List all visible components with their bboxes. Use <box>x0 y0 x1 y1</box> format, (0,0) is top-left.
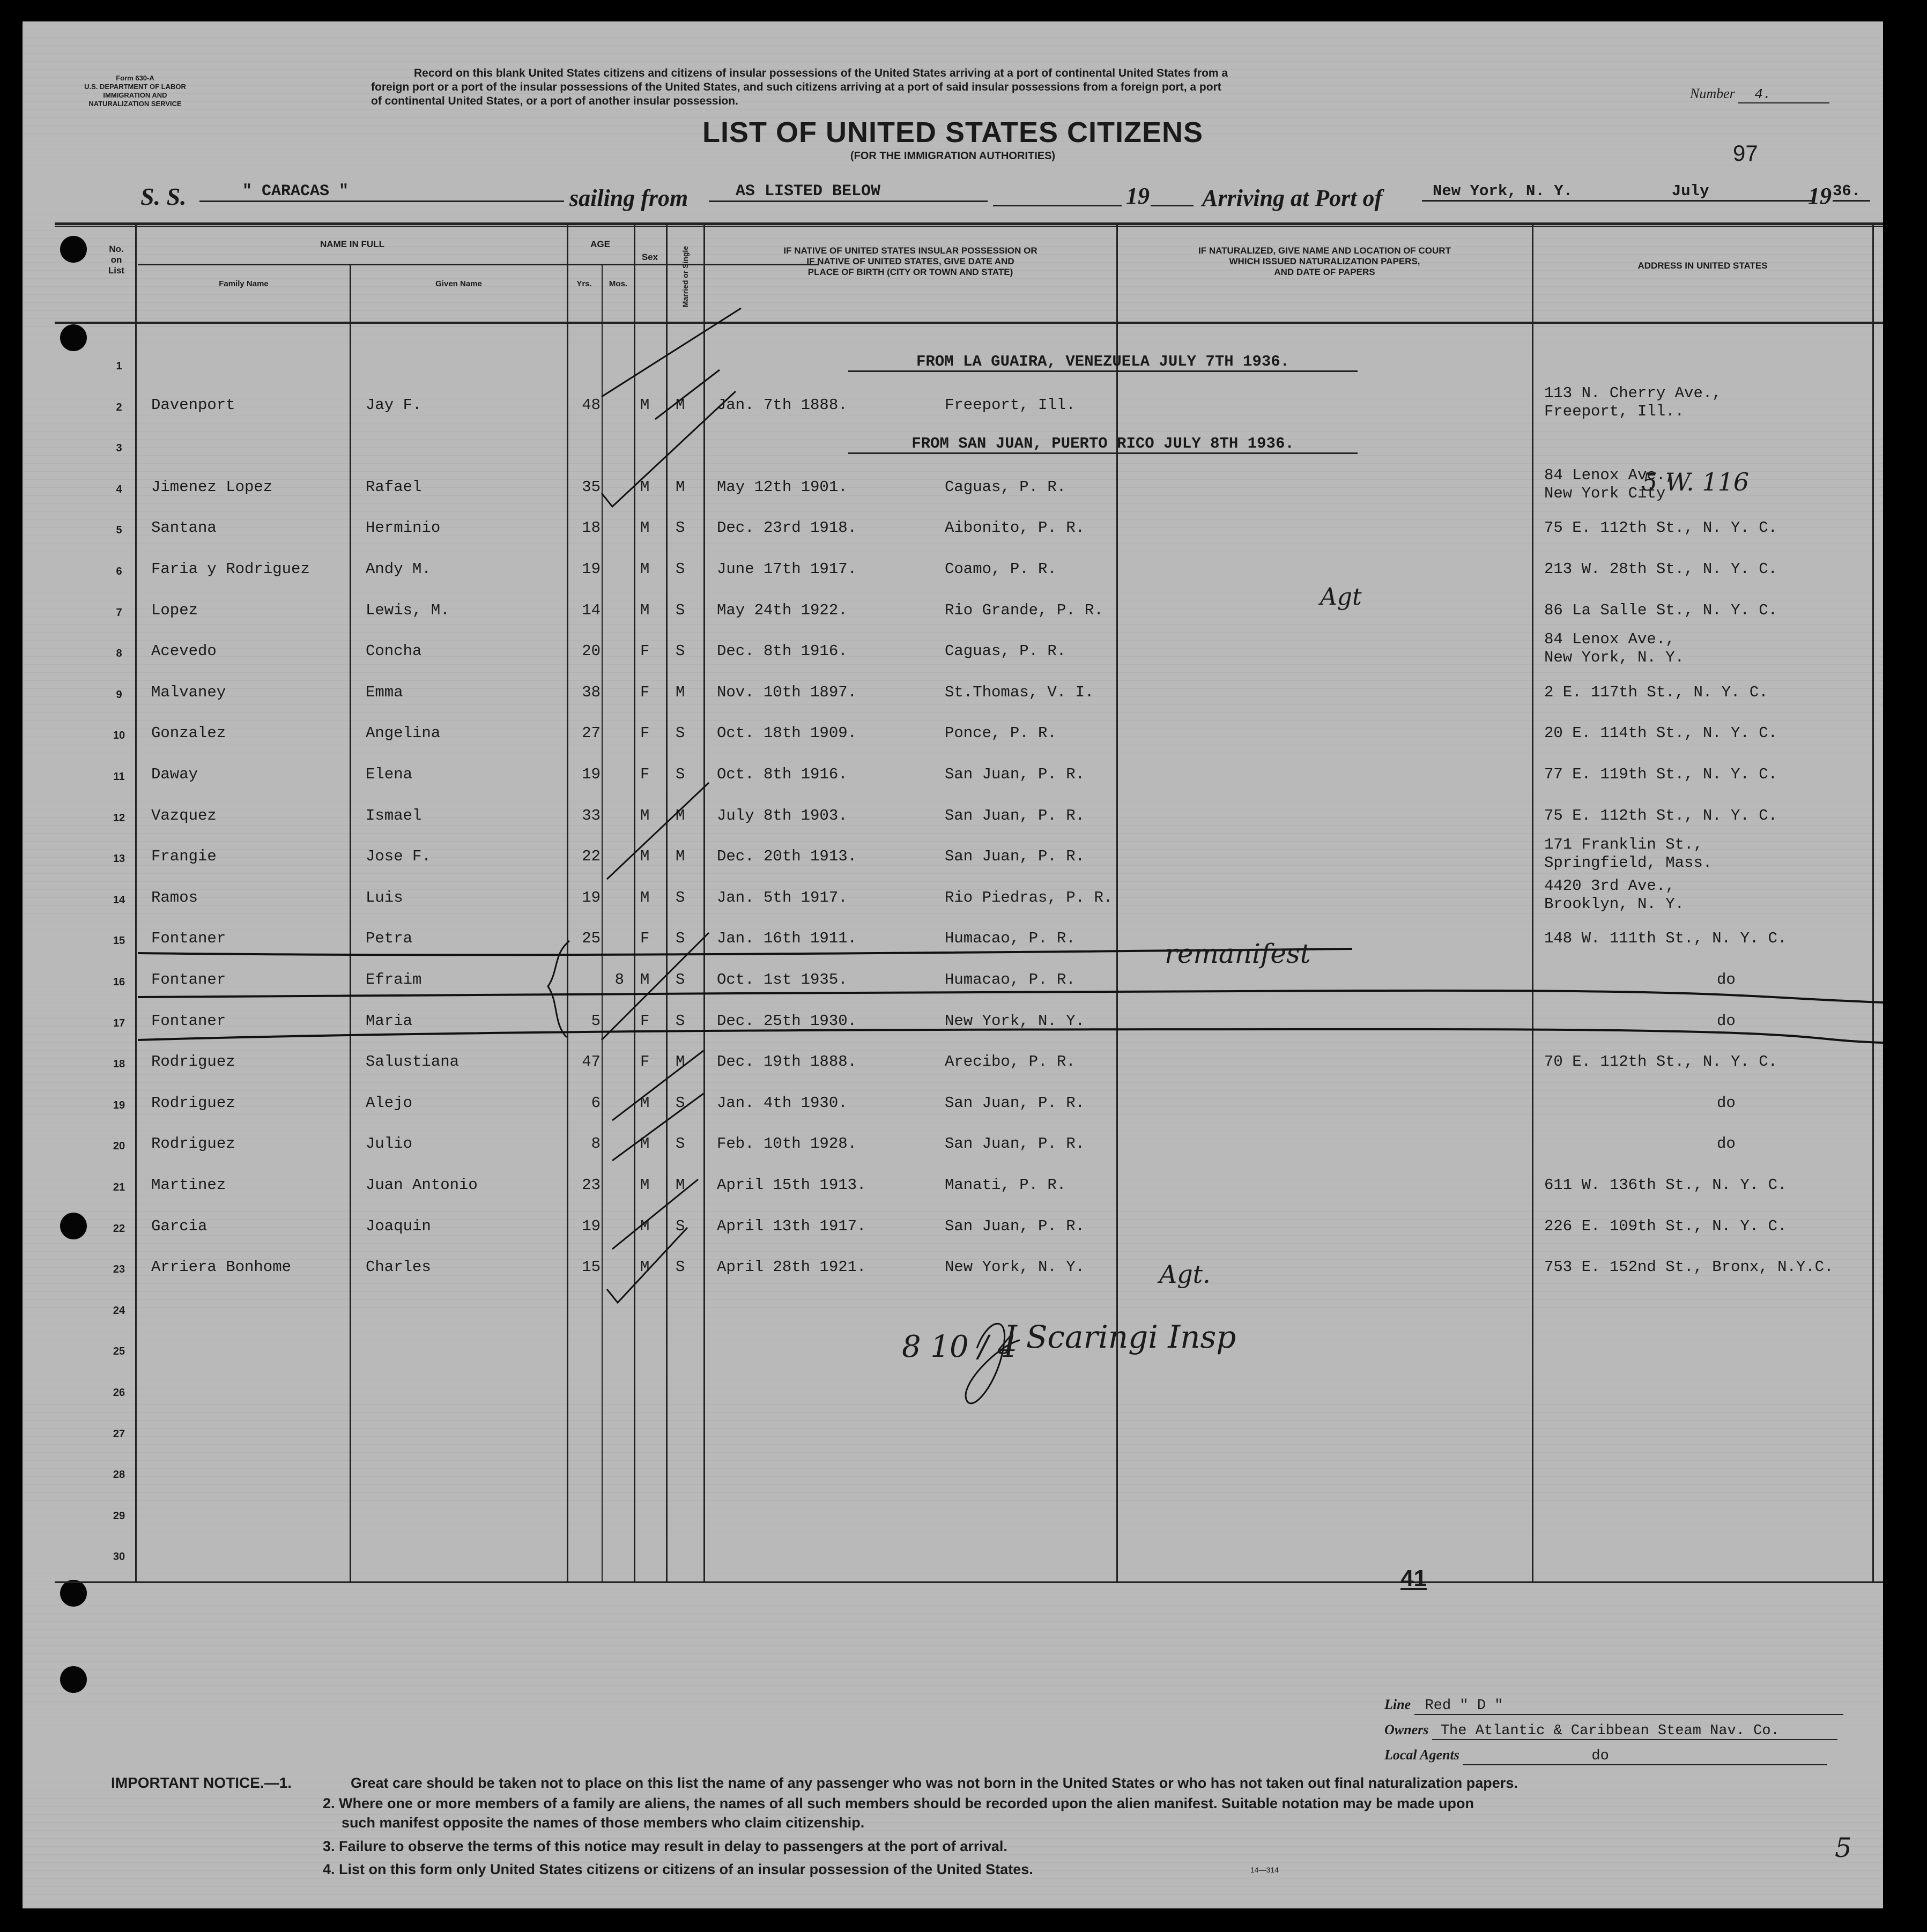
address-cell: 4420 3rd Ave., <box>1544 876 1675 895</box>
birth-date-cell: April 13th 1917. <box>717 1217 866 1235</box>
line-value: Red " D " <box>1414 1698 1843 1715</box>
marital-status-cell: S <box>676 601 685 619</box>
sex-cell: M <box>640 806 650 824</box>
ship-name: " CARACAS " <box>199 182 564 202</box>
birth-place-cell: Ponce, P. R. <box>945 724 1057 742</box>
given-name-cell: Angelina <box>366 724 441 742</box>
check-stroke <box>602 308 741 397</box>
col-header-age: AGE <box>590 239 610 249</box>
birth-date-cell: Dec. 20th 1913. <box>717 848 857 866</box>
address-cell: 753 E. 152nd St., Bronx, N.Y.C. <box>1544 1258 1834 1276</box>
marital-status-cell: M <box>676 683 685 701</box>
birth-place-cell: San Juan, P. R. <box>945 1217 1085 1235</box>
check-stroke <box>602 933 709 1040</box>
instruction-line-2: foreign port or a port of the insular possessions of the United States, and such citizens arriving at a port of said insular possessions from a foreign port, a port <box>371 81 1221 93</box>
given-name-cell: Emma <box>366 683 403 701</box>
inspector-signature: J Scaringi Insp <box>1004 1319 1236 1355</box>
birth-date-cell: April 15th 1913. <box>717 1176 866 1194</box>
handwritten-agt-note: Agt <box>1320 583 1362 611</box>
col-header-nat-3: AND DATE OF PAPERS <box>1274 267 1375 277</box>
sex-cell: M <box>640 848 650 866</box>
col-header-marital-text: Married or Single <box>681 246 690 308</box>
birth-date-cell: June 17th 1917. <box>717 560 857 578</box>
family-name-cell: Fontaner <box>151 1012 226 1030</box>
check-stroke <box>607 1228 687 1303</box>
birth-date-cell: Jan. 5th 1917. <box>717 888 848 906</box>
address-cell: do <box>1717 1135 1736 1153</box>
address-cell: do <box>1717 971 1736 989</box>
sex-cell: F <box>640 766 650 783</box>
col-header-no-3: List <box>108 265 125 276</box>
row-number: 4 <box>116 483 122 495</box>
row-number: 26 <box>113 1387 125 1399</box>
family-name-cell: Malvaney <box>151 683 226 701</box>
page-subtitle: (FOR THE IMMIGRATION AUTHORITIES) <box>850 150 1056 162</box>
birth-place-cell: Manati, P. R. <box>945 1176 1066 1194</box>
col-header-address: ADDRESS IN UNITED STATES <box>1637 261 1768 271</box>
row-number: 19 <box>113 1099 125 1111</box>
sex-cell: M <box>640 971 650 989</box>
col-header-birth-3: PLACE OF BIRTH (CITY OR TOWN AND STATE) <box>807 267 1013 277</box>
age-years-cell: 35 <box>582 478 601 496</box>
footer-line <box>1384 1697 1843 1715</box>
row-number: 25 <box>113 1346 125 1358</box>
age-years-cell: 8 <box>591 1135 601 1153</box>
marital-status-cell: S <box>676 888 685 906</box>
col-header-birth-2: IF NATIVE OF UNITED STATES, GIVE DATE AND <box>806 256 1014 266</box>
marital-status-cell: S <box>676 560 685 578</box>
marital-status-cell: M <box>676 848 685 866</box>
address-cell: 84 Lenox Ave., <box>1544 630 1675 649</box>
notice-item-2a: 2. Where one or more members of a family are aliens, the names of all such members should be recorded upon the alien manifest. Suitable notation may be made upon <box>323 1795 1474 1811</box>
given-name-cell: Jay F. <box>366 396 422 414</box>
row-number: 30 <box>113 1551 125 1563</box>
sex-cell: M <box>640 478 650 496</box>
agents-label: Local Agents <box>1384 1747 1459 1763</box>
row-number: 5 <box>116 524 122 537</box>
birth-place-cell: San Juan, P. R. <box>945 806 1085 824</box>
birth-date-cell: May 24th 1922. <box>717 601 848 619</box>
birth-place-cell: Freeport, Ill. <box>945 396 1076 414</box>
address-cell: New York, N. Y. <box>1544 649 1685 667</box>
age-years-cell: 25 <box>582 930 601 948</box>
sex-cell: M <box>640 560 650 578</box>
marital-status-cell: S <box>676 1258 685 1276</box>
col-header-name: NAME IN FULL <box>320 239 384 249</box>
col-header-family: Family Name <box>219 279 269 288</box>
row-number: 29 <box>113 1510 125 1522</box>
family-name-cell: Acevedo <box>151 642 217 660</box>
age-years-cell: 47 <box>582 1053 601 1071</box>
sex-cell: F <box>640 683 650 701</box>
row-number: 28 <box>113 1469 125 1481</box>
col-header-nat-2: WHICH ISSUED NATURALIZATION PAPERS, <box>1229 256 1420 266</box>
marital-status-cell: M <box>676 1053 685 1071</box>
year-prefix-1: 19 <box>1126 183 1150 209</box>
age-years-cell: 23 <box>582 1176 601 1194</box>
birth-date-cell: Oct. 8th 1916. <box>717 766 848 783</box>
footer-agents <box>1384 1747 1827 1765</box>
age-years-cell: 20 <box>582 642 601 660</box>
marital-status-cell: S <box>676 724 685 742</box>
row-number: 17 <box>113 1017 125 1029</box>
address-cell: 213 W. 28th St., N. Y. C. <box>1544 560 1778 578</box>
birth-date-cell: July 8th 1903. <box>717 806 848 824</box>
row-number: 8 <box>116 648 122 660</box>
row-number: 16 <box>113 976 125 988</box>
marital-status-cell: S <box>676 519 685 537</box>
handwritten-remanifest: remanifest <box>1165 938 1311 969</box>
service-label-1: IMMIGRATION AND <box>103 91 167 99</box>
address-cell: 86 La Salle St., N. Y. C. <box>1544 601 1778 619</box>
manifest-page <box>23 21 1883 1908</box>
col-header-no-1: No. <box>109 244 124 254</box>
bottom-page-number: 41 <box>1400 1565 1427 1592</box>
given-name-cell: Rafael <box>366 478 422 496</box>
birth-date-cell: Jan. 16th 1911. <box>717 930 857 948</box>
birth-place-cell: New York, N. Y. <box>945 1258 1085 1276</box>
family-name-cell: Arriera Bonhome <box>151 1258 292 1276</box>
check-stroke <box>655 370 720 419</box>
col-header-yrs: Yrs. <box>576 279 592 288</box>
age-years-cell: 19 <box>582 560 601 578</box>
family-name-cell: Lopez <box>151 601 198 619</box>
birth-date-cell: Dec. 19th 1888. <box>717 1053 857 1071</box>
birth-place-cell: San Juan, P. R. <box>945 1135 1085 1153</box>
marital-status-cell: M <box>676 806 685 824</box>
corner-number: 5 <box>1835 1832 1852 1863</box>
marital-status-cell: M <box>676 396 685 414</box>
birth-place-cell: Rio Grande, P. R. <box>945 601 1103 619</box>
birth-place-cell: Coamo, P. R. <box>945 560 1057 578</box>
family-name-cell: Garcia <box>151 1217 207 1235</box>
footer-owners <box>1384 1722 1837 1740</box>
notice-item-2b: such manifest opposite the names of those members who claim citizenship. <box>342 1815 865 1831</box>
given-name-cell: Andy M. <box>366 560 431 578</box>
family-name-cell: Rodriguez <box>151 1135 235 1153</box>
given-name-cell: Alejo <box>366 1094 413 1112</box>
form-number: Form 630-A <box>116 74 154 82</box>
marital-status-cell: S <box>676 1217 685 1235</box>
age-years-cell: 19 <box>582 888 601 906</box>
col-header-given: Given Name <box>435 279 482 288</box>
birth-date-cell: Oct. 1st 1935. <box>717 971 848 989</box>
row-number: 6 <box>116 566 122 577</box>
row-number: 2 <box>116 401 122 413</box>
sex-cell: M <box>640 888 650 906</box>
handwritten-agt-note-2: Agt. <box>1159 1260 1211 1289</box>
arrival-month: July <box>1671 182 1709 200</box>
number-value: 4. <box>1738 86 1829 103</box>
sailing-from-value: AS LISTED BELOW <box>709 182 988 202</box>
col-header-nat-1: IF NATURALIZED, GIVE NAME AND LOCATION OF COURT <box>1198 246 1451 256</box>
birth-date-cell: Dec. 23rd 1918. <box>717 519 857 537</box>
address-cell: 113 N. Cherry Ave., <box>1544 384 1722 402</box>
marital-status-cell: S <box>676 642 685 660</box>
birth-place-cell: Humacao, P. R. <box>945 971 1076 989</box>
age-years-cell: 33 <box>582 806 601 824</box>
birth-date-cell: May 12th 1901. <box>717 478 848 496</box>
number-label: Number <box>1690 86 1735 101</box>
page-title: LIST OF UNITED STATES CITIZENS <box>702 116 1203 148</box>
sex-cell: M <box>640 1217 650 1235</box>
notice-item-3: 3. Failure to observe the terms of this notice may result in delay to passengers at the port of arrival. <box>323 1838 1007 1854</box>
check-marks <box>602 308 741 1303</box>
birth-date-cell: Jan. 4th 1930. <box>717 1094 848 1112</box>
sex-cell: M <box>640 396 650 414</box>
address-cell: 148 W. 111th St., N. Y. C. <box>1544 930 1787 948</box>
age-months-cell: 8 <box>614 971 624 989</box>
sailing-from-label: sailing from <box>569 185 688 211</box>
arrival-port: New York, N. Y. <box>1433 182 1573 200</box>
marital-status-cell: S <box>676 971 685 989</box>
family-name-cell: Rodriguez <box>151 1094 235 1112</box>
given-name-cell: Julio <box>366 1135 413 1153</box>
address-cell: 2 E. 117th St., N. Y. C. <box>1544 683 1768 701</box>
sex-cell: F <box>640 1053 650 1071</box>
given-name-cell: Juan Antonio <box>366 1176 478 1194</box>
given-name-cell: Efraim <box>366 971 422 989</box>
birth-place-cell: Humacao, P. R. <box>945 930 1076 948</box>
family-name-cell: Daway <box>151 766 198 783</box>
arriving-label: Arriving at Port of <box>1202 185 1383 211</box>
section-header: FROM LA GUAIRA, VENEZUELA JULY 7TH 1936. <box>848 353 1358 372</box>
marital-status-cell: M <box>676 478 685 496</box>
age-years-cell: 48 <box>582 396 601 414</box>
family-name-cell: Davenport <box>151 396 235 414</box>
marital-status-cell: M <box>676 1176 685 1194</box>
given-name-cell: Elena <box>366 766 413 783</box>
birth-date-cell: April 28th 1921. <box>717 1258 866 1276</box>
address-cell: Springfield, Mass. <box>1544 854 1713 872</box>
address-cell: 171 Franklin St., <box>1544 836 1703 854</box>
birth-place-cell: San Juan, P. R. <box>945 848 1085 866</box>
address-cell: 226 E. 109th St., N. Y. C. <box>1544 1217 1787 1235</box>
birth-date-cell: Dec. 8th 1916. <box>717 642 848 660</box>
line-label: Line <box>1384 1697 1411 1712</box>
notice-item-4: 4. List on this form only United States citizens or citizens of an insular possession of the United States. <box>323 1861 1033 1877</box>
department-label: U.S. DEPARTMENT OF LABOR <box>84 83 186 91</box>
sex-cell: F <box>640 724 650 742</box>
age-years-cell: 15 <box>582 1258 601 1276</box>
family-name-cell: Ramos <box>151 888 198 906</box>
form-code: 14—314 <box>1250 1866 1279 1874</box>
family-name-cell: Jimenez Lopez <box>151 478 273 496</box>
service-label-2: NATURALIZATION SERVICE <box>88 100 182 108</box>
sex-cell: M <box>640 1135 650 1153</box>
birth-date-cell: Jan. 7th 1888. <box>717 396 848 414</box>
marital-status-cell: S <box>676 1012 685 1030</box>
sex-cell: M <box>640 519 650 537</box>
sex-cell: F <box>640 930 650 948</box>
family-name-cell: Fontaner <box>151 971 226 989</box>
year-prefix-2: 19 <box>1808 183 1832 209</box>
address-cell: New York City <box>1544 484 1666 502</box>
row-number: 10 <box>113 730 125 742</box>
row-number: 15 <box>113 935 125 947</box>
given-name-cell: Charles <box>366 1258 431 1276</box>
marital-status-cell: S <box>676 1135 685 1153</box>
row-number: 18 <box>113 1058 125 1071</box>
row-number: 27 <box>113 1428 125 1440</box>
handwritten-initials: 8 10 / 4 <box>902 1329 1017 1364</box>
age-years-cell: 22 <box>582 848 601 866</box>
age-years-cell: 19 <box>582 1217 601 1235</box>
given-name-cell: Salustiana <box>366 1053 459 1071</box>
address-cell: do <box>1717 1012 1736 1030</box>
arrival-year: 36. <box>1833 182 1870 202</box>
sex-cell: M <box>640 1176 650 1194</box>
notice-title: IMPORTANT NOTICE.—1. <box>111 1774 292 1791</box>
family-name-cell: Fontaner <box>151 930 226 948</box>
given-name-cell: Joaquin <box>366 1217 431 1235</box>
age-years-cell: 19 <box>582 766 601 783</box>
page-number: 97 <box>1733 140 1758 166</box>
given-name-cell: Maria <box>366 1012 413 1030</box>
owners-label: Owners <box>1384 1722 1429 1737</box>
marital-status-cell: S <box>676 1094 685 1112</box>
row-number: 22 <box>113 1222 125 1235</box>
address-cell: 20 E. 114th St., N. Y. C. <box>1544 724 1778 742</box>
birth-place-cell: New York, N. Y. <box>945 1012 1085 1030</box>
check-stroke <box>612 1051 703 1120</box>
col-header-no-2: on <box>110 255 122 265</box>
birth-date-cell: Oct. 18th 1909. <box>717 724 857 742</box>
instruction-line-1: Record on this blank United States citizens and citizens of insular possessions of the United States arriving at a port of continental United States from a <box>414 67 1228 79</box>
age-years-cell: 14 <box>582 601 601 619</box>
address-cell: do <box>1717 1094 1736 1112</box>
check-stroke <box>612 1094 703 1161</box>
address-cell: 70 E. 112th St., N. Y. C. <box>1544 1053 1778 1071</box>
row-number: 23 <box>113 1264 125 1276</box>
sex-cell: M <box>640 601 650 619</box>
sex-cell: F <box>640 642 650 660</box>
sex-cell: M <box>640 1258 650 1276</box>
birth-place-cell: Caguas, P. R. <box>945 478 1066 496</box>
row-number: 14 <box>113 894 125 906</box>
family-name-cell: Santana <box>151 519 217 537</box>
birth-place-cell: St.Thomas, V. I. <box>945 683 1094 701</box>
birth-place-cell: Arecibo, P. R. <box>945 1053 1076 1071</box>
agents-value: do <box>1463 1748 1827 1765</box>
col-header-birth-1: IF NATIVE OF UNITED STATES INSULAR POSSESSION OR <box>783 246 1037 256</box>
given-name-cell: Concha <box>366 642 422 660</box>
row-number: 7 <box>116 606 122 619</box>
col-header-mos: Mos. <box>609 279 628 288</box>
given-name-cell: Jose F. <box>366 848 431 866</box>
instruction-line-3: of continental United States, or a port of another insular possession. <box>371 95 738 107</box>
family-name-cell: Frangie <box>151 848 217 866</box>
birth-date-cell: Dec. 25th 1930. <box>717 1012 857 1030</box>
sex-cell: M <box>640 1094 650 1112</box>
check-stroke <box>607 783 709 879</box>
row-number: 13 <box>113 853 125 865</box>
given-name-cell: Lewis, M. <box>366 601 450 619</box>
age-years-cell: 6 <box>591 1094 601 1112</box>
birth-place-cell: Rio Piedras, P. R. <box>945 888 1113 906</box>
ss-label: S. S. <box>140 183 187 210</box>
address-cell: 84 Lenox Ave., <box>1544 466 1675 484</box>
row-number: 9 <box>116 688 122 701</box>
row-number: 21 <box>113 1182 125 1193</box>
family-name-cell: Gonzalez <box>151 724 226 742</box>
strike-line <box>138 1029 1883 1043</box>
row-number: 11 <box>113 771 125 783</box>
sex-cell: F <box>640 1012 650 1030</box>
given-name-cell: Luis <box>366 888 403 906</box>
age-years-cell: 5 <box>591 1012 601 1030</box>
birth-place-cell: San Juan, P. R. <box>945 766 1085 783</box>
marital-status-cell: S <box>676 930 685 948</box>
section-header: FROM SAN JUAN, PUERTO RICO JULY 8TH 1936. <box>848 435 1358 454</box>
family-name-cell: Rodriguez <box>151 1053 235 1071</box>
birth-date-cell: Nov. 10th 1897. <box>717 683 857 701</box>
birth-date-cell: Feb. 10th 1928. <box>717 1135 857 1153</box>
given-name-cell: Petra <box>366 930 413 948</box>
strike-line <box>138 991 1883 1002</box>
row-number: 24 <box>113 1304 125 1317</box>
address-cell: 75 E. 112th St., N. Y. C. <box>1544 519 1778 537</box>
handwritten-address-note: 5 W. 116 <box>1642 467 1750 496</box>
address-cell: Brooklyn, N. Y. <box>1544 895 1685 913</box>
checkmark-strokes <box>23 21 1883 1908</box>
row-number: 3 <box>116 442 122 455</box>
marital-status-cell: S <box>676 766 685 783</box>
age-years-cell: 38 <box>582 683 601 701</box>
birth-place-cell: San Juan, P. R. <box>945 1094 1085 1112</box>
row-number: 12 <box>113 812 125 824</box>
family-name-cell: Martinez <box>151 1176 226 1194</box>
owners-value: The Atlantic & Caribbean Steam Nav. Co. <box>1432 1723 1837 1740</box>
birth-place-cell: Caguas, P. R. <box>945 642 1066 660</box>
given-name-cell: Ismael <box>366 806 422 824</box>
notice-item-1: Great care should be taken not to place on this list the name of any passenger who was not born in the United States or who has not taken out final naturalization papers. <box>351 1775 1518 1791</box>
col-header-sex: Sex <box>641 252 658 262</box>
family-name-cell: Faria y Rodriguez <box>151 560 310 578</box>
given-name-cell: Herminio <box>366 519 441 537</box>
address-cell: Freeport, Ill.. <box>1544 402 1685 420</box>
age-years-cell: 27 <box>582 724 601 742</box>
address-cell: 77 E. 119th St., N. Y. C. <box>1544 766 1778 783</box>
family-name-cell: Vazquez <box>151 806 217 824</box>
age-years-cell: 18 <box>582 519 601 537</box>
birth-place-cell: Aibonito, P. R. <box>945 519 1085 537</box>
row-number: 1 <box>116 360 122 372</box>
address-cell: 75 E. 112th St., N. Y. C. <box>1544 806 1778 824</box>
check-stroke <box>612 1179 698 1249</box>
row-number: 20 <box>113 1140 125 1153</box>
address-cell: 611 W. 136th St., N. Y. C. <box>1544 1176 1787 1194</box>
